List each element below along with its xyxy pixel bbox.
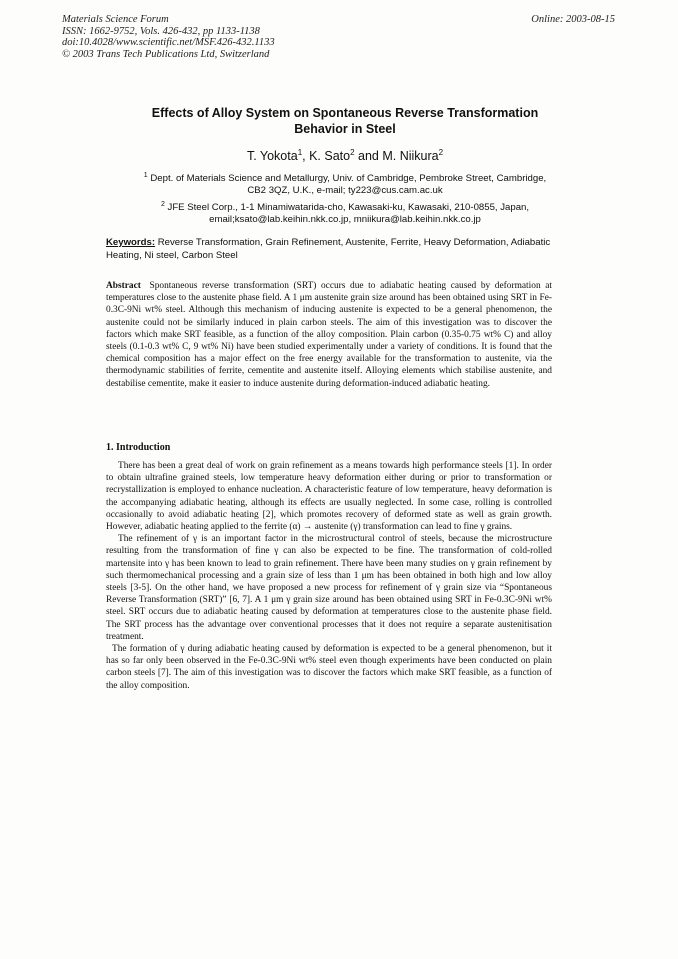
author-niikura-affil: 2	[438, 148, 444, 157]
paper-title	[100, 105, 590, 137]
affiliation-2-line-2: email;ksato@lab.keihin.nkk.co.jp, mniikura@lab.keihin.nkk.co.jp	[209, 214, 481, 226]
online-date: Online: 2003-08-15	[531, 14, 615, 25]
journal-doi: doi:10.4028/www.scientific.net/MSF.426-432.1133	[62, 37, 275, 48]
author-sato: , K. Sato	[302, 149, 351, 164]
keywords-label: Keywords:	[106, 237, 156, 248]
author-sato-affil: 2	[350, 148, 355, 157]
affiliation-1-line-1: Dept. of Materials Science and Metallurgy, Univ. of Cambridge, Pembroke Street, Cambridge,	[150, 173, 547, 185]
abstract	[106, 280, 552, 390]
journal-issn: ISSN: 1662-9752, Vols. 426-432, pp 1133-1138	[62, 25, 260, 37]
author-list	[100, 148, 590, 163]
abstract-text: Spontaneous reverse transformation (SRT) occurs due to adiabatic heating caused by deformation at temperatures close to the austenite phase field. A 1 μm austenite grain size around has been obtained using SRT in Fe-0.3C-9Ni wt% steel. Although this mechanism of inducing austenite is expected to be a general phenomenon, the austenite could not be similarly induced in plain carbon steels. The aim of this investigation was to discover the factors which make SRT feasible, as a function of the alloy composition. Plain carbon (0.35-0.75 wt% C) and alloy steels (0.1-0.3 wt% C, 9 wt% Ni) have been studied experimentally under a variety of conditions. It is found that the chemical composition has a major effect on the free energy available for the transformation to austenite, via the thermodynamic stabilities of ferrite, cementite and austenite itself. Alloying elements which stabilise austenite, and destabilise cementite, make it easier to induce austenite during deformation-induced adiabatic heating.	[106, 281, 553, 389]
author-yokota: T. Yokota	[246, 149, 298, 164]
introduction-body	[106, 460, 552, 692]
affiliation-1-number: 1	[143, 172, 148, 179]
title-line-1: Effects of Alloy System on Spontaneous Reverse Transformation	[151, 106, 539, 120]
introduction-paragraph-1: There has been a great deal of work on grain refinement as a means towards high performance steels [1]. In order to obtain ultrafine grained steels, low temperature heavy deformation either during or prior to transformation or recrystallization is employed to enhance nucleation. A characteristic feature of low temperature, heavy deformation is the accompanying adiabatic heating, although its effects are usually neglected. In some case, rolling is controlled occasionally to avoid adiabatic heating [2], which promotes recovery of deformed state as well as grain growth. However, adiabatic heating applied to the ferrite (α) → austenite (γ) transformation can lead to fine γ grains.	[106, 461, 552, 533]
affiliation-2-number: 2	[160, 201, 165, 208]
journal-info	[62, 14, 275, 60]
title-line-2: Behavior in Steel	[294, 122, 396, 136]
introduction-paragraph-2: The refinement of γ is an important factor in the microstructural control of steels, because the microstructure resulting from the transformation of fine γ can also be expected to be fine. The transformation of cold-rolled martensite into γ has been known to lead to grain refinement. There have been many studies on γ grain refinement by such thermomechanical processing and a grain size of less than 1 μm has been obtained in both high and low alloy steels [3-5]. On the other hand, we have proposed a new process for refinement of γ grain size via “Spontaneous Reverse Transformation (SRT)” [6, 7]. A 1 μm γ grain size around has been obtained using SRT in Fe-0.3C-9Ni wt% steel. SRT occurs due to adiabatic heating caused by deformation at temperatures close to the austenite phase field. The SRT process has the advantage over conventional processes that it does not require a separate austenitisation treatment.	[106, 534, 552, 642]
author-yokota-affil: 1	[297, 148, 303, 157]
keywords	[106, 237, 552, 262]
introduction-paragraph-3: The formation of γ during adiabatic heating caused by deformation is expected to be a general phenomenon, but it has so far only been observed in the Fe-0.3C-9Ni wt% steel even though experiments have been conducted on plain carbon steels [7]. The aim of this investigation was to discover the factors which make SRT feasible, as a function of the alloy composition.	[106, 644, 552, 691]
affiliation-1	[100, 170, 590, 197]
affiliation-2-line-1: JFE Steel Corp., 1-1 Minamiwatarida-cho, Kawasaki-ku, Kawasaki, 210-0855, Japan,	[167, 202, 530, 214]
section-heading-introduction: 1. Introduction	[106, 442, 171, 453]
keywords-text: Reverse Transformation, Grain Refinement, Austenite, Ferrite, Heavy Deformation, Adiabatic Heating, Ni steel, Carbon Steel	[106, 237, 551, 261]
affiliation-2	[100, 199, 590, 226]
journal-copyright: © 2003 Trans Tech Publications Ltd, Switzerland	[62, 48, 270, 60]
author-niikura: and M. Niikura	[354, 149, 439, 164]
affiliation-1-line-2: CB2 3QZ, U.K., e-mail; ty223@cus.cam.ac.uk	[247, 185, 443, 197]
journal-name: Materials Science Forum	[62, 14, 169, 25]
abstract-label: Abstract	[106, 281, 141, 291]
